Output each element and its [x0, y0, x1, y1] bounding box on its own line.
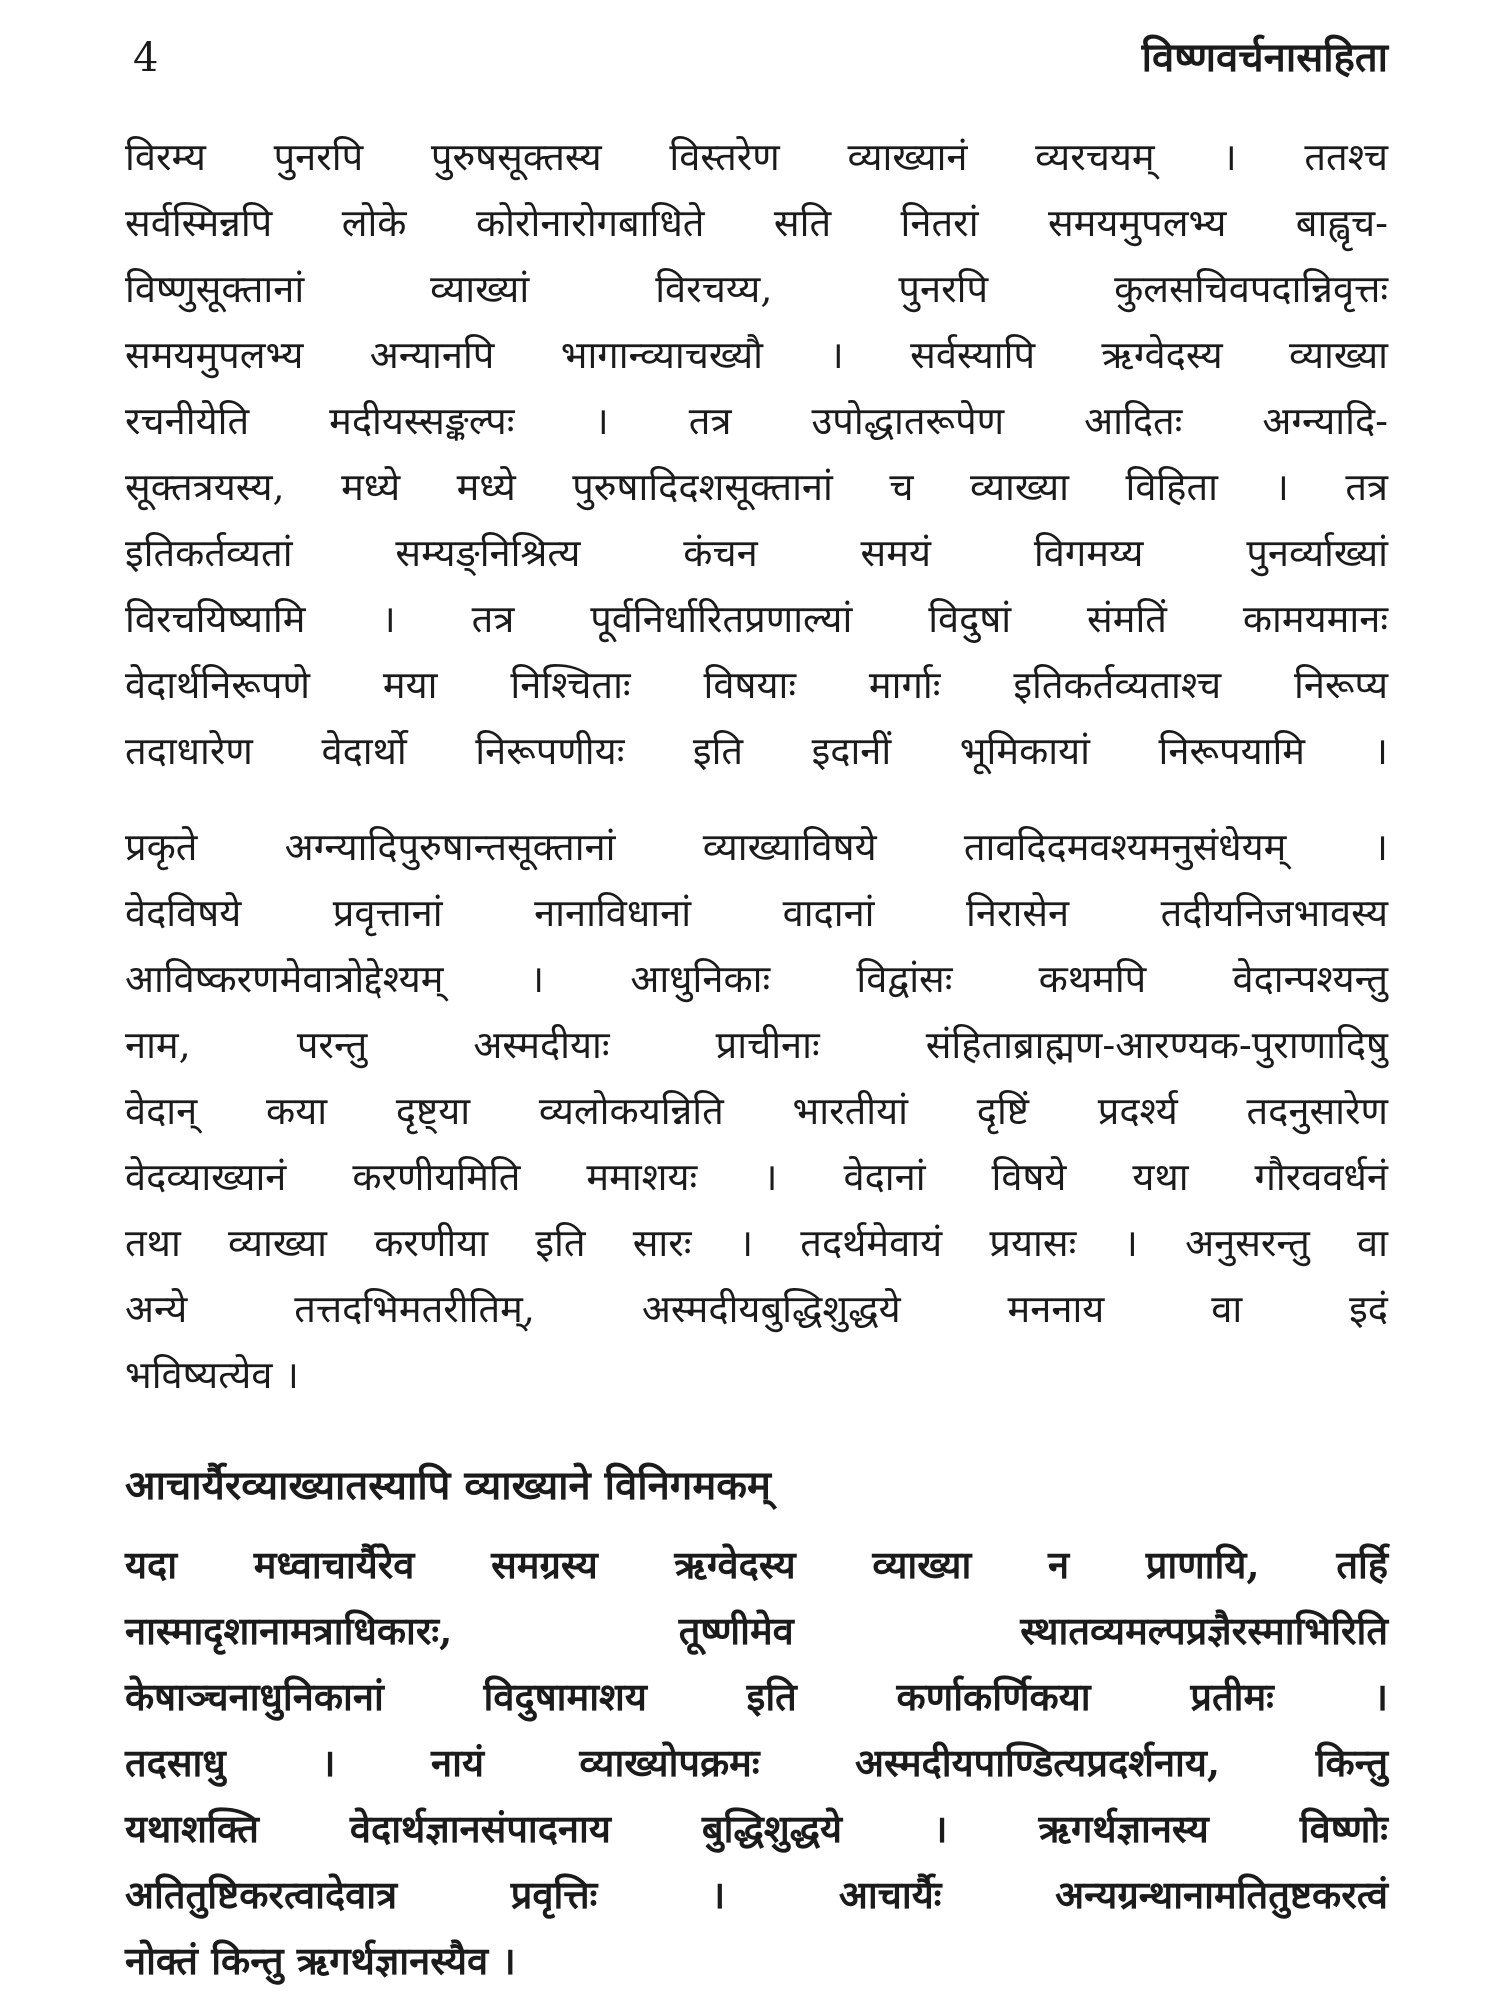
page-number: 4 [133, 35, 159, 81]
paragraph-1 [125, 124, 1388, 784]
text-block [125, 30, 1388, 1994]
body-line: तथा व्याख्या करणीया इति सारः । तदर्थमेवायं प्रयासः । अनुसरन्तु वा [125, 1221, 1388, 1265]
body-line: नास्मादृशानामत्राधिकारः, तूष्णीमेव स्थातव्यमल्पप्रज्ञैरस्माभिरिति [125, 1608, 1388, 1653]
body-line: वेदान् कया दृष्ट्या व्यलोकयन्निति भारतीयां दृष्टिं प्रदर्श्य तदनुसारेण [125, 1089, 1388, 1133]
body-line: सर्वस्मिन्नपि लोके कोरोनारोगबाधिते सति नितरां समयमुपलभ्य बाह्वृच- [125, 201, 1388, 245]
body-line: नाम, परन्तु अस्मदीयाः प्राचीनाः संहिताब्राह्मण-आरण्यक-पुराणादिषु [125, 1023, 1388, 1067]
running-title: विष्णवर्चनासहिता [1141, 34, 1388, 81]
page-header [125, 30, 1388, 86]
section-heading: आचार्यैरव्याख्यातस्यापि व्याख्याने विनिगमकम् [125, 1462, 771, 1509]
body-line: भविष्यत्येव । [125, 1353, 299, 1397]
body-line: यथाशक्ति वेदार्थज्ञानसंपादनाय बुद्धिशुद्धये । ऋगर्थज्ञानस्य विष्णोः [125, 1806, 1388, 1851]
body-line: अतितुष्टिकरत्वादेवात्र प्रवृत्तिः । आचार्यैः अन्यग्रन्थानामतितुष्टकरत्वं [125, 1872, 1388, 1917]
body-line: सूक्तत्रयस्य, मध्ये मध्ये पुरुषादिदशसूक्तानां च व्याख्या विहिता । तत्र [125, 465, 1388, 509]
body-line: विरचयिष्यामि । तत्र पूर्वनिर्धारितप्रणाल्यां विदुषां संमतिं कामयमानः [125, 597, 1388, 641]
body-line: प्रकृते अग्न्यादिपुरुषान्तसूक्तानां व्याख्याविषये तावदिदमवश्यमनुसंधेयम् । [125, 825, 1388, 869]
body-line: तदाधारेण वेदार्थो निरूपणीयः इति इदानीं भूमिकायां निरूपयामि । [125, 729, 1388, 773]
body-line: रचनीयेति मदीयस्सङ्कल्पः । तत्र उपोद्धातरूपेण आदितः अग्न्यादि- [125, 399, 1388, 443]
body-line: केषाञ्चनाधुनिकानां विदुषामाशय इति कर्णाकर्णिकया प्रतीमः । [125, 1674, 1388, 1719]
body-line: वेदव्याख्यानं करणीयमिति ममाशयः । वेदानां विषये यथा गौरववर्धनं [125, 1155, 1388, 1199]
paragraph-2 [125, 814, 1388, 1408]
body-line: विष्णुसूक्तानां व्याख्यां विरचय्य, पुनरपि कुलसचिवपदान्निवृत्तः [125, 267, 1388, 311]
body-line: यदा मध्वाचार्यैरेव समग्रस्य ऋग्वेदस्य व्याख्या न प्राणायि, तर्हि [125, 1542, 1388, 1587]
body-line: विरम्य पुनरपि पुरुषसूक्तस्य विस्तरेण व्याख्यानं व्यरचयम् । ततश्च [125, 135, 1388, 179]
body-line: अन्ये तत्तदभिमतरीतिम्, अस्मदीयबुद्धिशुद्धये मननाय वा इदं [125, 1287, 1388, 1331]
body-line: नोक्तं किन्तु ऋगर्थज्ञानस्यैव । [125, 1938, 516, 1983]
body-line: वेदविषये प्रवृत्तानां नानाविधानां वादानां निरासेन तदीयनिजभावस्य [125, 891, 1388, 935]
body-line: इतिकर्तव्यतां सम्यङ्निश्रित्य कंचन समयं विगमय्य पुनर्व्याख्यां [125, 531, 1388, 575]
body-line: आविष्करणमेवात्रोद्देश्यम् । आधुनिकाः विद्वांसः कथमपि वेदान्पश्यन्तु [125, 957, 1388, 1001]
body-line: तदसाधु । नायं व्याख्योपक्रमः अस्मदीयपाण्डित्यप्रदर्शनाय, किन्तु [125, 1740, 1388, 1785]
paragraph-3 [125, 1532, 1388, 1994]
body-line: वेदार्थनिरूपणे मया निश्चिताः विषयाः मार्गाः इतिकर्तव्यताश्च निरूप्य [125, 663, 1388, 707]
body-line: समयमुपलभ्य अन्यानपि भागान्व्याचख्यौ । सर्वस्यापि ऋग्वेदस्य व्याख्या [125, 333, 1388, 377]
